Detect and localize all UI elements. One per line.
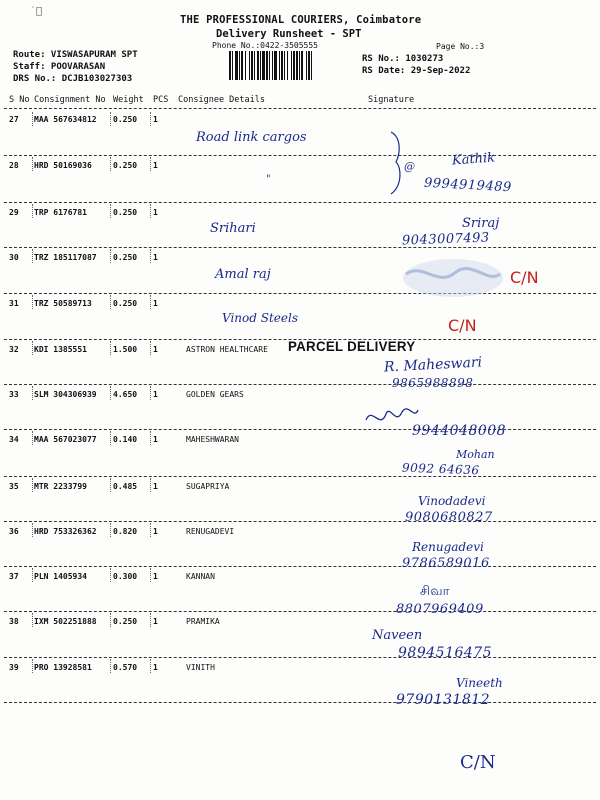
cell-separator — [110, 295, 111, 309]
cell-separator — [32, 431, 33, 445]
row-pcs: 1 — [153, 435, 158, 444]
sig-39-name: Vineeth — [456, 676, 503, 690]
row-weight: 4.650 — [113, 390, 138, 399]
row-weight: 0.250 — [113, 161, 138, 170]
row-sno: 36 — [9, 527, 19, 536]
sig-39-phone: 9894516475 — [398, 645, 493, 661]
row-divider — [4, 657, 596, 658]
row-sno: 39 — [9, 663, 19, 672]
cell-separator — [110, 249, 111, 263]
header-divider — [4, 108, 596, 109]
cell-separator — [32, 157, 33, 171]
row-pcs: 1 — [153, 345, 158, 354]
cell-separator — [32, 386, 33, 400]
row-consignee: SUGAPRIYA — [186, 482, 230, 491]
row-divider — [4, 521, 596, 522]
row-divider — [4, 155, 596, 156]
row-weight: 0.250 — [113, 299, 138, 308]
corner-mark: ˙๋ — [30, 6, 43, 17]
row-consignee: MAHESHWARAN — [186, 435, 239, 444]
sig-35-phone: 9092 64636 — [401, 460, 480, 478]
row-sno: 27 — [9, 115, 19, 124]
cell-separator — [110, 112, 111, 126]
col-sno: S No — [9, 95, 30, 105]
row-sno: 29 — [9, 208, 19, 217]
cell-separator — [150, 204, 151, 218]
row-consignment-no: MAA 567634812 — [34, 115, 97, 124]
phone-number: Phone No.:0422-3505555 — [212, 41, 318, 50]
row-weight: 0.140 — [113, 435, 138, 444]
row-consignment-no: TRZ 50589713 — [34, 299, 92, 308]
cell-separator — [110, 431, 111, 445]
cell-separator — [110, 204, 111, 218]
route-label: Route: VISWASAPURAM SPT — [13, 50, 138, 60]
hand-consignee-29: Srihari — [210, 221, 256, 236]
cell-separator — [150, 659, 151, 673]
staff-label: Staff: POOVARASAN — [13, 62, 106, 72]
cell-separator — [110, 157, 111, 171]
row-pcs: 1 — [153, 253, 158, 262]
row-sno: 34 — [9, 435, 19, 444]
row-pcs: 1 — [153, 572, 158, 581]
row-pcs: 1 — [153, 115, 158, 124]
cell-separator — [150, 341, 151, 355]
cell-separator — [150, 112, 151, 126]
barcode-bar — [312, 51, 314, 80]
row-consignee: KANNAN — [186, 572, 215, 581]
sig-37-name: Renugadevi — [412, 540, 484, 554]
row-pcs: 1 — [153, 208, 158, 217]
row-weight: 0.485 — [113, 482, 138, 491]
cell-separator — [150, 568, 151, 582]
hand-consignee-28: " — [266, 174, 271, 185]
row-divider — [4, 384, 596, 385]
cell-separator — [150, 431, 151, 445]
barcode — [229, 51, 353, 80]
page-number: Page No.:3 — [436, 42, 485, 51]
cell-separator — [150, 157, 151, 171]
col-consignee: Consignee Details — [178, 95, 265, 105]
row-weight: 0.250 — [113, 617, 138, 626]
cell-separator — [150, 478, 151, 492]
sig-35-name: Mohan — [456, 448, 495, 461]
row-consignee: RENUGADEVI — [186, 527, 235, 536]
cell-separator — [32, 478, 33, 492]
row-consignment-no: IXM 502251888 — [34, 617, 97, 626]
row-sno: 38 — [9, 617, 19, 626]
row-consignment-no: MAA 567023077 — [34, 435, 97, 444]
row-pcs: 1 — [153, 617, 158, 626]
sig-27-circle: @ — [404, 160, 415, 173]
sig-38-name: சிவா — [420, 584, 450, 599]
row-weight: 0.820 — [113, 527, 138, 536]
row-pcs: 1 — [153, 161, 158, 170]
row-pcs: 1 — [153, 663, 158, 672]
row-consignment-no: HRD 753326362 — [34, 527, 97, 536]
cell-separator — [110, 523, 111, 537]
cell-separator — [110, 659, 111, 673]
scribble-30 — [398, 254, 508, 302]
sig-32-name: R. Maheswari — [383, 354, 483, 376]
rs-date: RS Date: 29-Sep-2022 — [362, 66, 471, 76]
cell-separator — [150, 386, 151, 400]
row-pcs: 1 — [153, 299, 158, 308]
col-signature: Signature — [368, 95, 415, 105]
row-consignment-no: MTR 2233799 — [34, 482, 87, 491]
sig-37-phone: 9786589016 — [402, 556, 490, 571]
cell-separator — [150, 613, 151, 627]
cell-separator — [110, 341, 111, 355]
row-weight: 1.500 — [113, 345, 138, 354]
cell-separator — [32, 659, 33, 673]
row-divider — [4, 202, 596, 203]
cell-separator — [32, 523, 33, 537]
row-weight: 0.250 — [113, 208, 138, 217]
row-sno: 31 — [9, 299, 19, 308]
runsheet-title: Delivery Runsheet - SPT — [216, 28, 362, 40]
sig-36-phone: 9080680827 — [405, 510, 493, 525]
row-consignee: VINITH — [186, 663, 215, 672]
rs-number: RS No.: 1030273 — [362, 54, 444, 64]
row-weight: 0.250 — [113, 253, 138, 262]
row-consignment-no: TRP 6176781 — [34, 208, 87, 217]
row-sno: 30 — [9, 253, 19, 262]
cell-separator — [32, 204, 33, 218]
cell-separator — [110, 386, 111, 400]
cell-separator — [32, 249, 33, 263]
row-weight: 0.570 — [113, 663, 138, 672]
hand-consignee-31: Vinod Steels — [222, 311, 298, 325]
sig-32-phone: 9865988898 — [392, 376, 474, 390]
sig-38-name2: Naveen — [372, 628, 423, 643]
cn-mark-bottom: C/N — [460, 752, 496, 773]
sig-28-phone: 9994919489 — [423, 175, 513, 196]
row-pcs: 1 — [153, 482, 158, 491]
row-consignment-no: HRD 50169036 — [34, 161, 92, 170]
sig-29-name: Sriraj — [462, 216, 500, 231]
row-divider — [4, 702, 596, 703]
row-consignment-no: SLM 304306939 — [34, 390, 97, 399]
cell-separator — [32, 295, 33, 309]
sig-29-phone: 9043007493 — [401, 230, 490, 249]
cell-separator — [32, 341, 33, 355]
company-title: THE PROFESSIONAL COURIERS, Coimbatore — [180, 14, 422, 26]
row-pcs: 1 — [153, 390, 158, 399]
row-divider — [4, 429, 596, 430]
row-consignment-no: KDI 1385551 — [34, 345, 87, 354]
sig-36-name: Vinodadevi — [418, 494, 486, 508]
cn-mark-31: C/N — [448, 316, 477, 335]
cell-separator — [32, 112, 33, 126]
row-consignment-no: TRZ 185117087 — [34, 253, 97, 262]
sig-27-name: Kathik — [451, 150, 496, 169]
col-pcs: PCS — [153, 95, 169, 105]
row-consignee: PRAMIKA — [186, 617, 220, 626]
col-consignment: Consignment No — [34, 95, 106, 105]
col-weight: Weight — [113, 95, 144, 105]
row-divider — [4, 566, 596, 567]
sig-34-phone: 9944048008 — [412, 423, 507, 439]
cell-separator — [110, 613, 111, 627]
cell-separator — [110, 478, 111, 492]
hand-consignee-30: Amal raj — [215, 267, 271, 282]
row-sno: 28 — [9, 161, 19, 170]
row-consignee: ASTRON HEALTHCARE — [186, 345, 268, 354]
cell-separator — [150, 295, 151, 309]
row-pcs: 1 — [153, 527, 158, 536]
row-sno: 33 — [9, 390, 19, 399]
sig-39-phone2: 9790131812 — [396, 692, 491, 708]
row-weight: 0.250 — [113, 115, 138, 124]
row-divider — [4, 476, 596, 477]
row-weight: 0.300 — [113, 572, 138, 581]
row-sno: 37 — [9, 572, 19, 581]
row-divider — [4, 247, 596, 248]
row-consignment-no: PRO 13928581 — [34, 663, 92, 672]
row-divider — [4, 611, 596, 612]
cell-separator — [32, 613, 33, 627]
row-sno: 35 — [9, 482, 19, 491]
cn-mark-30: C/N — [510, 268, 539, 287]
row-consignment-no: PLN 1405934 — [34, 572, 87, 581]
cell-separator — [150, 523, 151, 537]
row-consignee: GOLDEN GEARS — [186, 390, 244, 399]
row-sno: 32 — [9, 345, 19, 354]
hand-consignee-27: Road link cargos — [196, 130, 307, 145]
parcel-delivery-stamp: PARCEL DELIVERY — [288, 338, 416, 354]
cell-separator — [32, 568, 33, 582]
drs-label: DRS No.: DCJB103027303 — [13, 74, 133, 84]
sig-38-phone: 8807969409 — [396, 602, 484, 617]
cell-separator — [110, 568, 111, 582]
cell-separator — [150, 249, 151, 263]
